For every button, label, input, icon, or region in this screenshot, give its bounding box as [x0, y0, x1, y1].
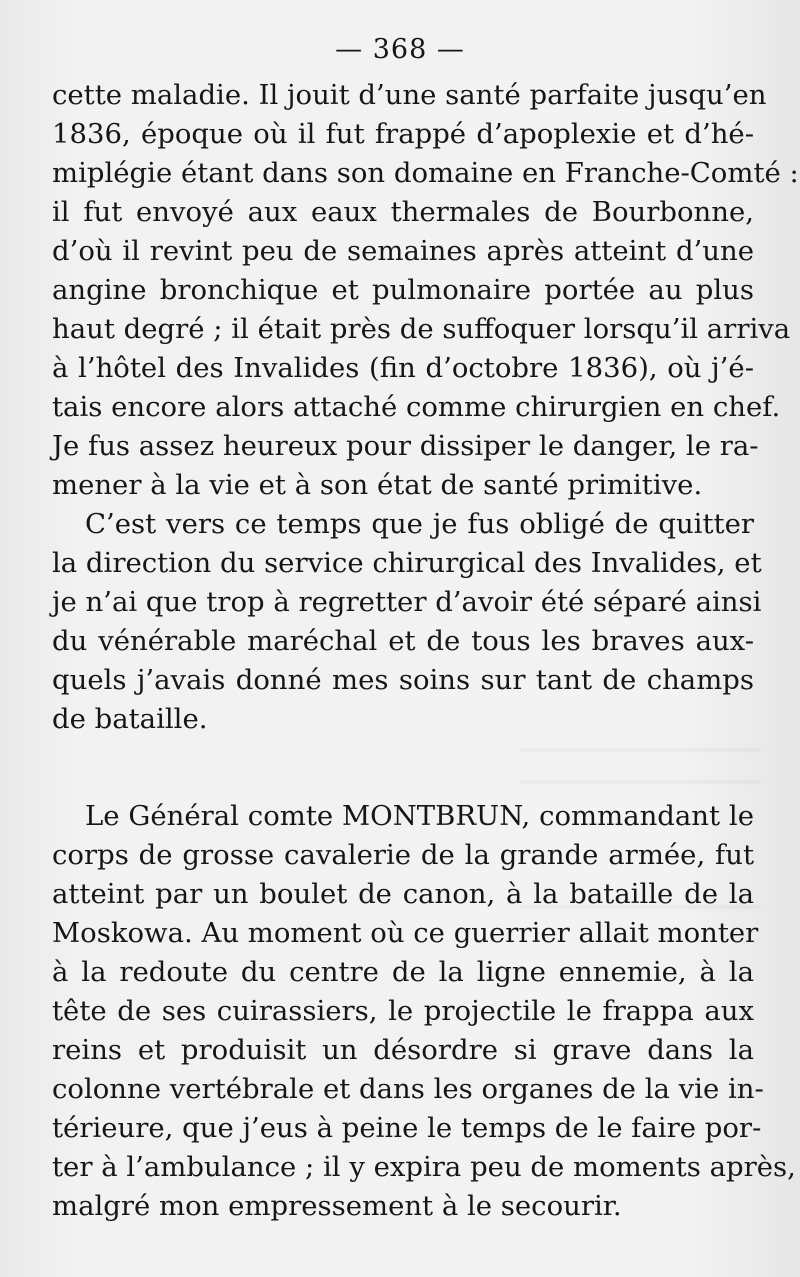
text-line: Moskowa. Au moment où ce guerrier allait monter	[52, 917, 759, 949]
text-line: C’est vers ce temps que je fus obligé de quitter	[85, 508, 754, 540]
text-line: haut degré ; il était près de suffoquer lorsqu’il arriva	[52, 313, 791, 345]
text-line: angine bronchique et pulmonaire portée au plus	[52, 274, 754, 306]
text-line: corps de grosse cavalerie de la grande armée, fut	[52, 839, 754, 871]
text-line: colonne vertébrale et dans les organes de la vie in-	[52, 1073, 764, 1105]
text-line: quels j’avais donné mes soins sur tant de champs	[52, 664, 754, 696]
page-number: — 368 —	[335, 34, 465, 65]
text-line: il fut envoyé aux eaux thermales de Bourbonne,	[52, 196, 754, 228]
text-line: 1836, époque où il fut frappé d’apoplexie et d’hé-	[52, 118, 754, 150]
text-line: du vénérable maréchal et de tous les braves aux-	[52, 625, 754, 657]
text-line: à l’hôtel des Invalides (fin d’octobre 1836), où j’é-	[52, 352, 754, 384]
paragraph-2	[52, 505, 762, 739]
text-line: térieure, que j’eus à peine le temps de le faire por-	[52, 1112, 762, 1144]
text-line: Le Général comte MONTBRUN, commandant le	[85, 800, 754, 832]
text-line: d’où il revint peu de semaines après atteint d’une	[52, 235, 754, 267]
text-line: je n’ai que trop à regretter d’avoir été séparé ainsi	[52, 586, 762, 618]
text-line: malgré mon empressement à le secourir.	[52, 1190, 622, 1222]
text-line: tais encore alors attaché comme chirurgien en chef.	[52, 391, 781, 423]
text-line: la direction du service chirurgical des Invalides, et	[52, 547, 762, 579]
text-line: reins et produisit un désordre si grave dans la	[52, 1034, 754, 1066]
paragraph-3	[52, 797, 796, 1226]
text-line: Je fus assez heureux pour dissiper le danger, le ra-	[52, 430, 759, 462]
text-line: miplégie étant dans son domaine en Franche-Comté :	[52, 157, 799, 189]
text-line: tête de ses cuirassiers, le projectile le frappa aux	[52, 995, 754, 1027]
body-text	[52, 76, 799, 1226]
text-line: cette maladie. Il jouit d’une santé parfaite jusqu’en	[52, 79, 767, 111]
text-line: atteint par un boulet de canon, à la bataille de la	[52, 878, 754, 910]
text-line: à la redoute du centre de la ligne ennemie, à la	[52, 956, 754, 988]
paragraph-1	[52, 76, 799, 505]
text-line: mener à la vie et à son état de santé primitive.	[52, 469, 703, 501]
text-line: ter à l’ambulance ; il y expira peu de moments après,	[52, 1151, 796, 1183]
text-line: de bataille.	[52, 703, 208, 735]
section-gap	[52, 739, 754, 797]
